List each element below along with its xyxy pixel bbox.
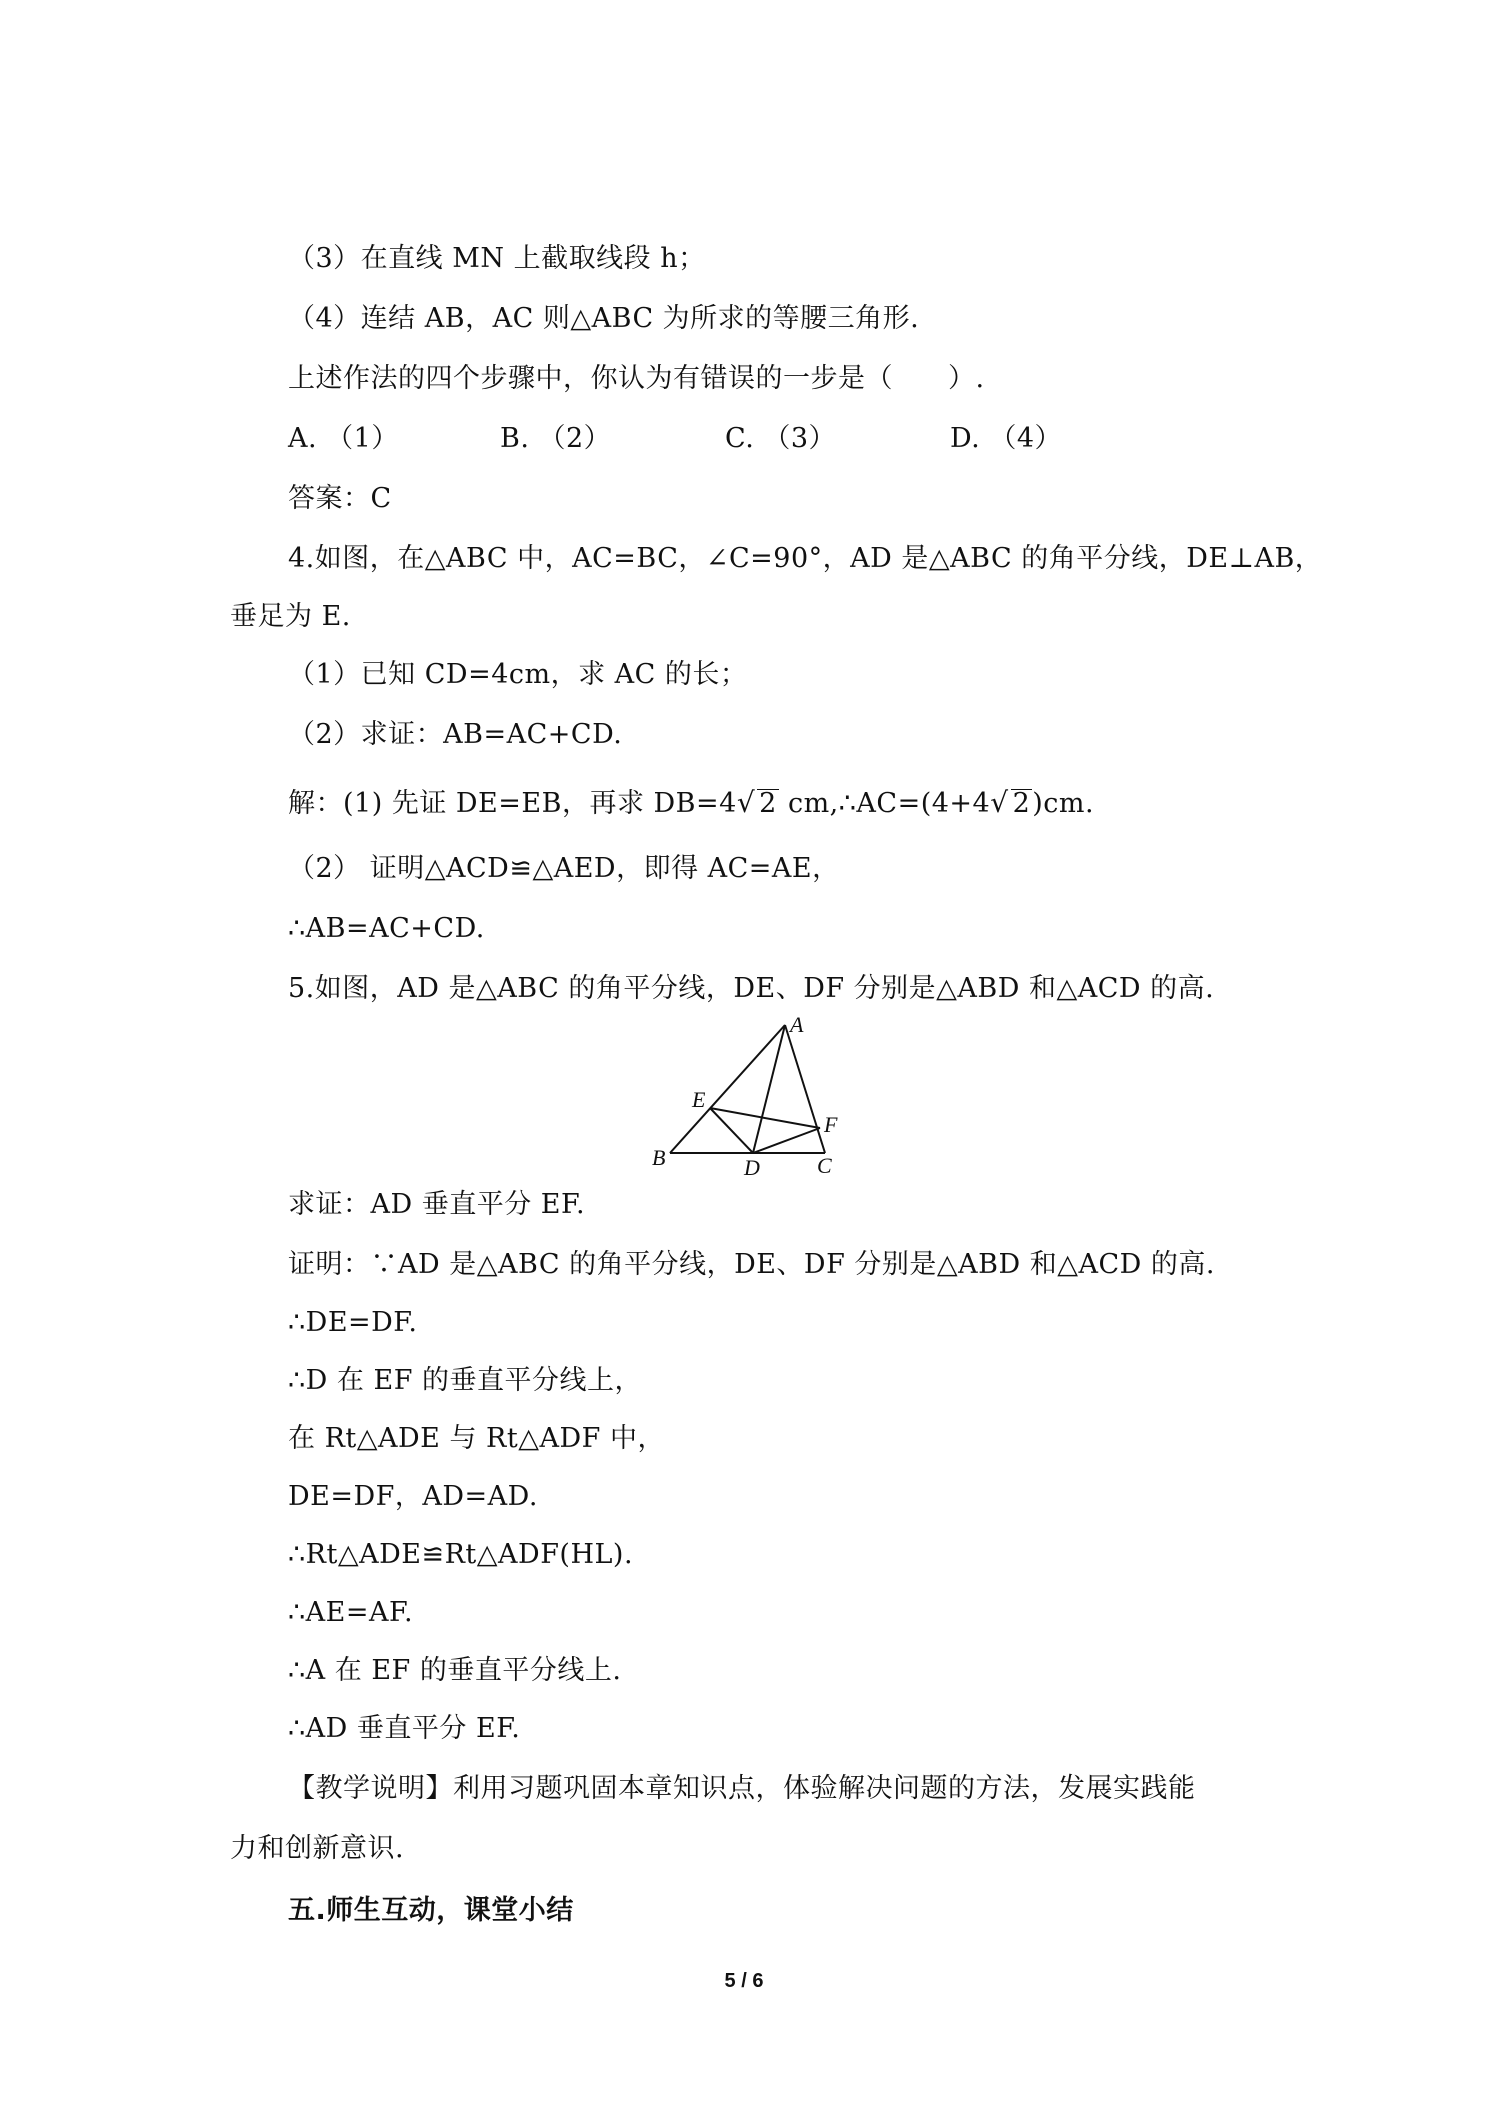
segment-df [753, 1128, 820, 1153]
option-a: A. （1） [288, 423, 399, 454]
proof-line-4: 在 Rt△ADE 与 Rt△ADF 中， [288, 1423, 665, 1454]
label-c: C [817, 1153, 832, 1178]
question-4-part-2: （2）求证：AB=AC+CD. [288, 719, 623, 750]
question-4-line-2: 垂足为 E. [230, 601, 351, 632]
segment-ab [670, 1025, 785, 1153]
label-e: E [692, 1087, 706, 1112]
option-c: C. （3） [725, 423, 837, 454]
proof-statement: 求证：AD 垂直平分 EF. [288, 1189, 586, 1220]
question-4-line-1: 4.如图，在△ABC 中，AC=BC，∠C=90°，AD 是△ABC 的角平分线，DE⊥AB， [288, 543, 1323, 574]
proof-line-6: ∴Rt△ADE≌Rt△ADF(HL). [288, 1539, 634, 1570]
proof-line-3: ∴D 在 EF 的垂直平分线上， [288, 1365, 643, 1396]
label-b: B [652, 1145, 666, 1170]
sqrt-argument: 2 [759, 788, 777, 819]
proof-line-5: DE=DF，AD=AD. [288, 1481, 538, 1512]
answer-line: 答案：C [288, 483, 392, 514]
solution-line-3: ∴AB=AC+CD. [288, 913, 485, 944]
sqrt-argument: 2 [1012, 788, 1031, 819]
option-b: B. （2） [500, 423, 612, 454]
solution-line-1 [288, 786, 1094, 821]
radical-sign: √ [736, 786, 756, 819]
question-5: 5.如图，AD 是△ABC 的角平分线，DE、DF 分别是△ABD 和△ACD 的高. [288, 973, 1215, 1004]
page-number: 5 / 6 [724, 1970, 764, 1992]
label-d: D [744, 1155, 760, 1180]
proof-line-9: ∴AD 垂直平分 EF. [288, 1713, 521, 1744]
option-d: D. （4） [950, 423, 1063, 454]
teaching-note-line-1: 【教学说明】利用习题巩固本章知识点，体验解决问题的方法，发展实践能 [288, 1773, 1196, 1804]
proof-line-1: 证明：∵AD 是△ABC 的角平分线，DE、DF 分别是△ABD 和△ACD 的高. [288, 1249, 1215, 1280]
step-4: （4）连结 AB，AC 则△ABC 为所求的等腰三角形. [288, 303, 920, 334]
solution-text-1: 解：(1) 先证 DE=EB，再求 DB=4 [288, 788, 737, 819]
solution-text-3: )cm. [1032, 788, 1095, 819]
question-4-part-1: （1）已知 CD=4cm，求 AC 的长； [288, 659, 748, 690]
proof-line-8: ∴A 在 EF 的垂直平分线上. [288, 1655, 622, 1686]
label-a: A [790, 1012, 804, 1037]
proof-line-2: ∴DE=DF. [288, 1307, 418, 1338]
solution-line-2: （2） 证明△ACD≌△AED，即得 AC=AE， [288, 853, 840, 884]
triangle-figure [640, 1010, 870, 1185]
step-3: （3）在直线 MN 上截取线段 h； [288, 243, 706, 274]
label-f: F [824, 1112, 838, 1137]
section-heading: 五.师生互动，课堂小结 [288, 1895, 574, 1926]
question-prompt: 上述作法的四个步骤中，你认为有错误的一步是（ ）. [288, 363, 985, 394]
solution-text-2: cm,∴AC=(4+4 [778, 788, 991, 819]
radical-sign: √ [990, 786, 1009, 819]
proof-line-7: ∴AE=AF. [288, 1597, 414, 1628]
teaching-note-line-2: 力和创新意识. [230, 1833, 405, 1864]
